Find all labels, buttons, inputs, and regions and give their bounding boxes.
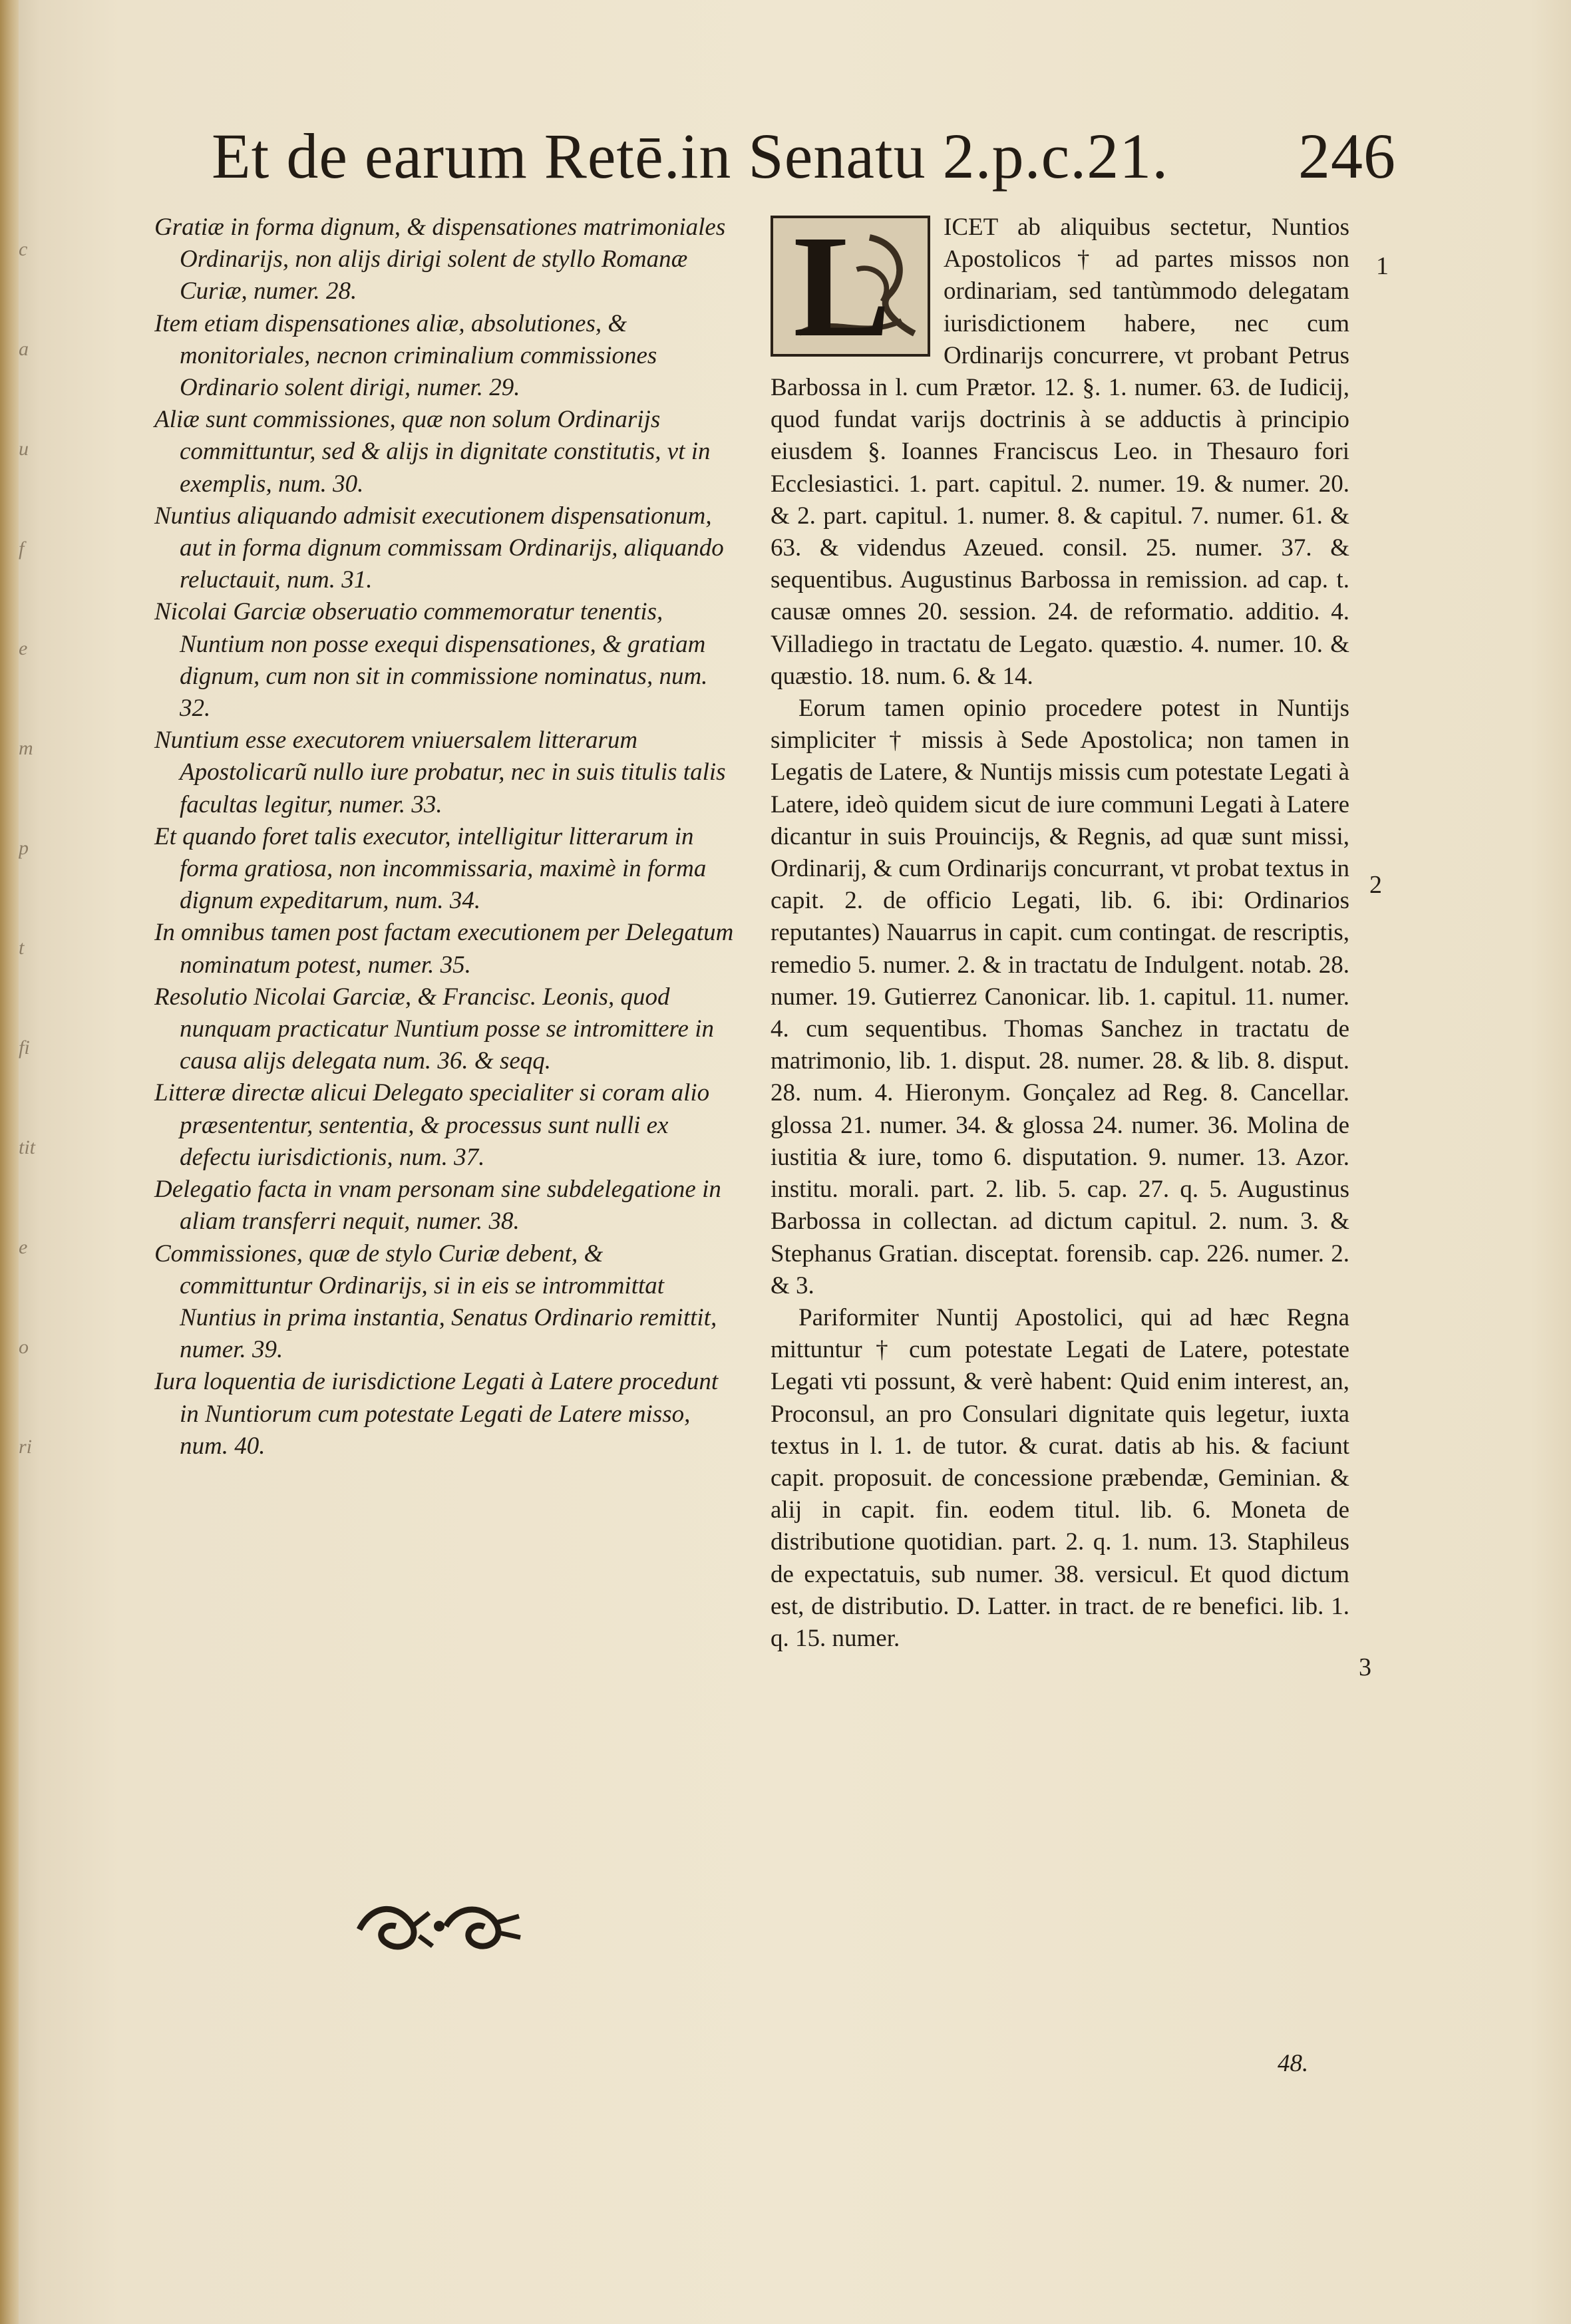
summary-entry: Litteræ directæ alicui Delegato specialiter si coram alio præsententur, sententia, & processus sunt nulli ex defectu iurisdictionis, num. 37. [154, 1079, 710, 1171]
header-title: Et de earum Retē.in Senatu 2.p.c.21. [212, 120, 1169, 192]
summary-entry: Gratiæ in forma dignum, & dispensationes matrimoniales Ordinarijs, non alijs dirigi solent de styllo Romanæ Curiæ, numer. 28. [154, 214, 726, 305]
paragraph: Eorum tamen opinio procedere potest in Nuntijs simpliciter † missis à Sede Apostolica; non tamen in Legatis de Latere, & Nuntijs missis cum potestate Legati à Latere, ideò quidem sicut de iure communi Legati à Latere dicantur in suis Prouincijs, & Regnis, ad quæ sunt missi, Ordinarij, & cum Ordinarijs concurrant, vt probat textus in capit. 2. de officio Legati, lib. 6. ibi: Ordinarios reputantes) Nauarrus in capit. cum contingat. de rescriptis, remedio 5. numer. 2. & in tractatu de Indulgent. notab. 28. numer. 19. Gutierrez Canonicar. lib. 1. capitul. 11. numer. 4. cum sequentibus. Thomas Sanchez in tractatu de matrimonio, lib. 1. disput. 28. numer. 28. & lib. 8. disput. 28. num. 4. Hieronym. Gonçalez ad Reg. 8. Cancellar. glossa 21. numer. 34. & glossa 24. numer. 36. Molina de iustitia & iure, tomo 6. disputation. 9. numer. 13. Azor. institu. morali. part. 2. lib. 5. cap. 27. q. 5. Augustinus Barbossa in collectan. ad dictum capitul. 2. num. 3. & Stephanus Gratian. disceptat. forensib. cap. 226. numer. 2. & 3. [771, 695, 1349, 1299]
summary-entry: Iura loquentia de iurisdictione Legati à Latere procedunt in Nuntiorum cum potestate Legati de Latere misso, num. 40. [154, 1368, 719, 1460]
summary-entry: Nicolai Garciæ obseruatio commemoratur tenentis, Nuntium non posse exequi dispensationes, & gratiam dignum, cum non sit in commissione nominatus, num. 32. [154, 598, 708, 723]
main-text-column [771, 205, 1349, 1655]
facing-page-bleed: c a u f e m p t fi tit e o ri [19, 238, 36, 1458]
drop-cap-letter: L [793, 205, 891, 367]
paragraph: ICET ab aliquibus sectetur, Nuntios Apostolicos † ad partes missos non ordinariam, sed tantùmmodo delegatam iurisdictionem habere, nec cum Ordinarijs concurrere, vt probant Petrus Barbossa in l. cum Prætor. 12. §. 1. numer. 63. de Iudicij, quod fundat varijs doctrinis à se adductis à principio eiusdem §. Ioannes Franciscus Leo. in Thesauro fori Ecclesiastici. 1. part. capitul. 2. numer. 19. & numer. 20. & 2. part. capitul. 1. numer. 8. & capitul. 7. numer. 61. & 63. & videndus Azeued. consil. 25. numer. 37. & sequentibus. Augustinus Barbossa in remission. ad cap. t. causæ omnes 20. session. 24. de reformatio. additio. 4. Villadiego in tractatu de Legato. quæstio. 4. numer. 10. & quæstio. 18. num. 6. & 14. [771, 214, 1349, 690]
summary-entry: Aliæ sunt commissiones, quæ non solum Ordinarijs committuntur, sed & alijs in dignitate constitutis, vt in exemplis, num. 30. [154, 406, 711, 498]
catchword: 48. [1278, 2050, 1309, 2077]
margin-number: 1 [1376, 252, 1389, 280]
margin-number: 2 [1369, 871, 1382, 899]
page-number: 246 [1298, 120, 1396, 192]
drop-cap [771, 205, 930, 367]
running-header [212, 113, 1396, 200]
summary-entry: Nuntium esse executorem vniuersalem litterarum Apostolicarũ nullo iure probatur, nec in suis titulis talis facultas legitur, numer. 33. [154, 727, 726, 818]
summary-entry: Et quando foret talis executor, intelligitur litterarum in forma gratiosa, non incommissaria, maximè in forma dignum expeditarum, num. 34. [154, 822, 707, 915]
summary-entry: Delegatio facta in vnam personam sine subdelegatione in aliam transferri nequit, numer. 38. [154, 1176, 721, 1236]
summary-entry: Resolutio Nicolai Garciæ, & Francisc. Leonis, quod nunquam practicatur Nuntium posse se intromittere in causa alijs delegata num. 36. & seqq. [154, 983, 714, 1075]
fleuron-ornament [346, 1896, 532, 1956]
summary-column [154, 212, 740, 1462]
summary-entry: Item etiam dispensationes aliæ, absolutiones, & monitoriales, necnon criminalium commissiones Ordinario solent dirigi, numer. 29. [154, 309, 657, 402]
summary-entry: In omnibus tamen post factam executionem per Delegatum nominatum potest, numer. 35. [154, 919, 734, 979]
summary-entry: Nuntius aliquando admisit executionem dispensationum, aut in forma dignum commissam Ordinarijs, aliquando reluctauit, num. 31. [154, 502, 724, 594]
summary-entry: Commissiones, quæ de stylo Curiæ debent, & committuntur Ordinarijs, si in eis se intrommittat Nuntius in prima instantia, Senatus Ordinario remittit, numer. 39. [154, 1240, 717, 1364]
margin-number: 3 [1359, 1653, 1371, 1681]
paragraph: Pariformiter Nuntij Apostolici, qui ad hæc Regna mittuntur † cum potestate Legati de Latere, potestate Legati vti possunt, & verè habent: Quid enim interest, an, Proconsul, an pro Consulari dignitate quis legetur, iuxta textus in l. 1. de tutor. & curat. datis ab his. & faciunt capit. proposuit. de concessione præbendæ, Geminian. & alij in capit. fin. eodem titul. lib. 6. Moneta de distributione quotidian. part. 2. q. 1. num. 13. Staphileus de expectatuis, sub numer. 38. versicul. Et quod dictum est, de distributio. D. Latter. in tract. de re benefici. lib. 1. q. 15. numer. [771, 1303, 1349, 1652]
binding-gutter [0, 0, 19, 2324]
